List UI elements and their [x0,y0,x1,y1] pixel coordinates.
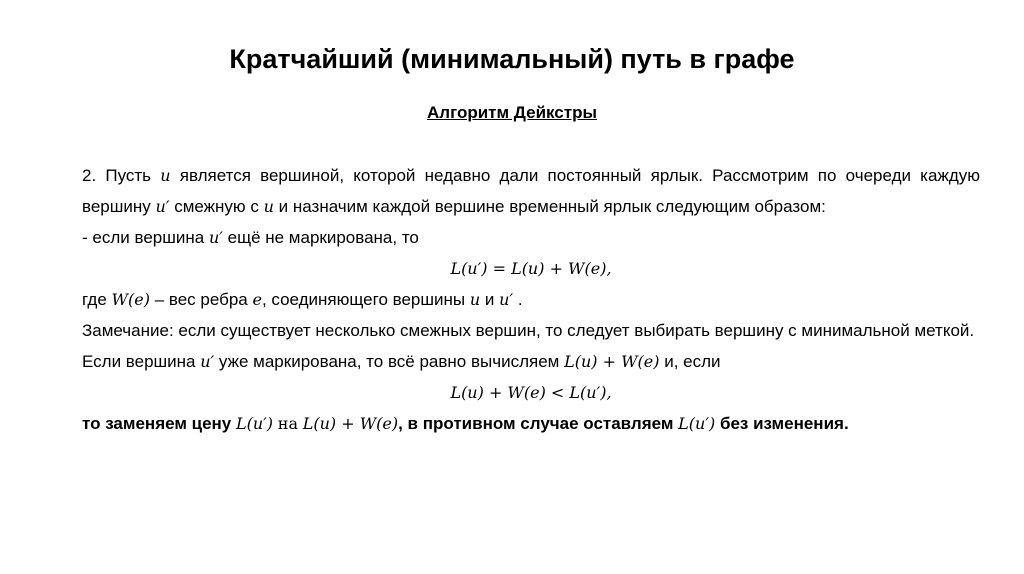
math-expression: L(u′) [236,414,274,433]
slide-body [82,160,980,439]
text-segment: на [277,414,298,433]
text-segment: и назначим каждой вершине временный ярлык следующим образом: [278,197,826,216]
text-segment: , соединяющего вершины [261,290,466,309]
text-segment: смежную с [174,197,259,216]
text-segment: , в противном случае оставляем [398,414,674,433]
text-segment: Если вершина [82,352,196,371]
text-segment: является вершиной, которой недавно дали постоянный ярлык. Рассмотрим по очереди каждую вершину [82,166,980,216]
math-variable: u′ [155,197,170,216]
formula-label-assignment: L(u′) = L(u) + W(e), [450,259,612,278]
paragraph-marked-case [82,346,980,377]
math-variable: u [263,197,274,216]
paragraph-step-2 [82,160,980,222]
slide-subtitle: Алгоритм Дейкстры [427,103,597,122]
math-variable: e [252,290,262,309]
formula-comparison: L(u) + W(e) < L(u′), [450,383,612,402]
text-segment: – вес ребра [154,290,248,309]
math-expression: L(u) + W(e) [302,414,399,433]
paragraph-edge-weight [82,284,980,315]
math-variable: u′ [208,228,223,247]
text-segment: то заменяем цену [82,414,232,433]
text-segment: без изменения. [719,414,849,433]
math-variable: u [160,166,171,185]
math-expression: L(u′) [678,414,716,433]
paragraph-replacement-rule [82,408,980,439]
math-variable: u′ [200,352,215,371]
paragraph-remark: Замечание: если существует несколько смежных вершин, то следует выбирать вершину с минимальной меткой. [82,321,975,340]
slide-title: Кратчайший (минимальный) путь в графе [229,44,795,74]
text-segment: 2. Пусть [82,166,152,185]
text-segment: уже маркирована, то всё равно вычисляем [218,352,560,371]
text-segment: . [517,290,523,309]
text-segment: и [484,290,495,309]
math-variable: u′ [499,290,514,309]
paragraph-unmarked-case [82,222,980,253]
text-segment: где [82,290,107,309]
math-expression: L(u) + W(e) [564,352,660,371]
text-segment: ещё не маркирована, то [227,228,419,247]
text-segment: и, если [664,352,721,371]
text-segment: - если вершина [82,228,205,247]
math-variable: u [469,290,481,309]
math-variable: W(e) [111,290,150,309]
